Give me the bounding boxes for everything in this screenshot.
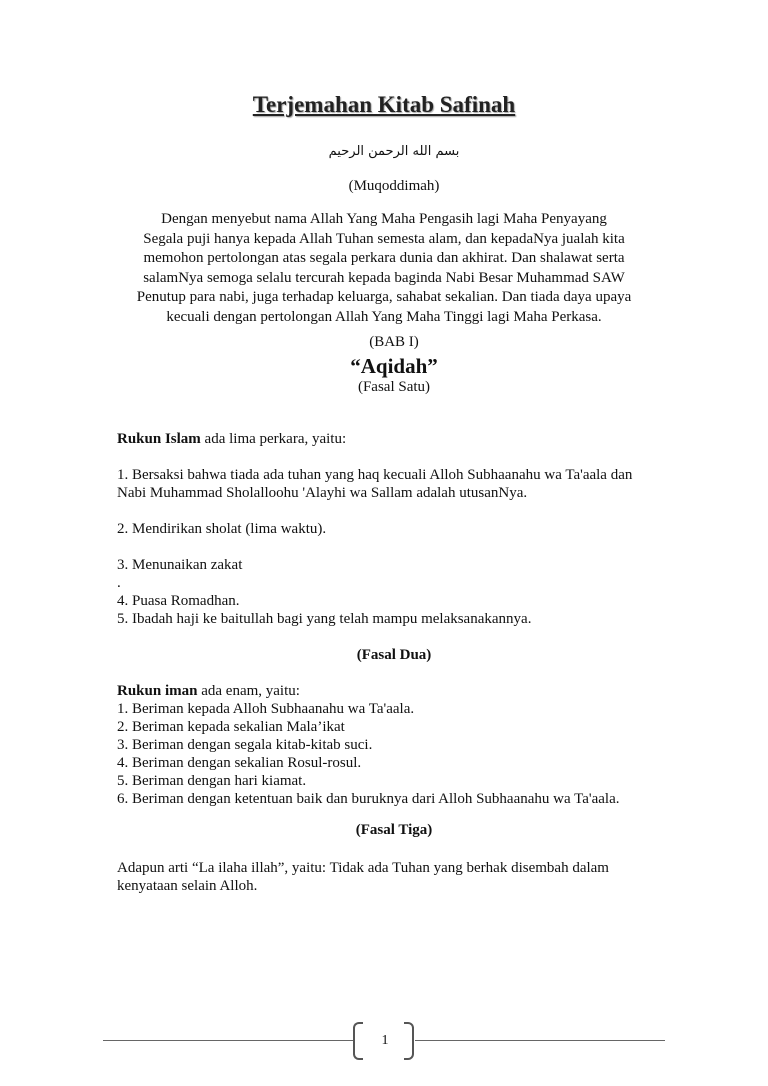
rukun-islam-item-2 — [117, 520, 677, 538]
intro-line: kecuali dengan pertolongan Allah Yang Maha Tinggi lagi Maha Perkasa. — [166, 308, 602, 325]
page-number: 1 — [381, 1033, 389, 1048]
fasal-tiga-heading: (Fasal Tiga) — [355, 822, 433, 838]
closing-paragraph — [117, 859, 677, 895]
list-item: 2. Mendirikan sholat (lima waktu). — [117, 521, 327, 537]
list-item: Nabi Muhammad Sholalloohu 'Alayhi wa Sallam adalah utusanNya. — [117, 485, 528, 501]
intro-paragraph — [100, 210, 668, 327]
list-item: 4. Puasa Romadhan. — [117, 593, 240, 609]
list-item: 5. Beriman dengan hari kiamat. — [117, 773, 307, 789]
stray-dot: . — [117, 575, 121, 591]
fasal-dua-heading: (Fasal Dua) — [356, 647, 432, 663]
list-item: 3. Beriman dengan segala kitab-kitab suci. — [117, 737, 373, 753]
aqidah-heading: “Aqidah” — [350, 354, 438, 378]
rukun-iman-label: Rukun iman — [117, 683, 198, 699]
rukun-islam-label: Rukun Islam — [117, 431, 201, 447]
basmala-text: بسم الله الرحمن الرحيم — [328, 144, 460, 159]
closing-line: Adapun arti “La ilaha illah”, yaitu: Tidak ada Tuhan yang berhak disembah dalam — [117, 860, 609, 876]
rukun-islam-heading-rest: ada lima perkara, yaitu: — [200, 431, 347, 447]
rukun-iman-section — [117, 682, 677, 808]
rukun-islam-items-rest — [117, 556, 677, 628]
footer-rule-right — [415, 1040, 665, 1041]
list-item: 1. Beriman kepada Alloh Subhaanahu wa Ta'aala. — [117, 701, 415, 717]
list-item: 4. Beriman dengan sekalian Rosul-rosul. — [117, 755, 362, 771]
page-number-bracket-left — [353, 1022, 363, 1060]
intro-line: salamNya semoga selalu tercurah kepada baginda Nabi Besar Muhammad SAW — [143, 269, 625, 286]
rukun-islam-heading — [117, 430, 677, 448]
rukun-islam-section — [117, 430, 677, 448]
fasal-satu-heading: (Fasal Satu) — [357, 379, 431, 395]
intro-line: memohon pertolongan atas segala perkara dunia dan akhirat. Dan shalawat serta — [143, 250, 625, 266]
intro-line: Segala puji hanya kepada Allah Tuhan semesta alam, dan kepadaNya jualah kita — [143, 230, 625, 247]
list-item: 3. Menunaikan zakat — [117, 557, 243, 573]
closing-line: kenyataan selain Alloh. — [117, 878, 258, 894]
list-item: 1. Bersaksi bahwa tiada ada tuhan yang haq kecuali Alloh Subhaanahu wa Ta'aala dan — [117, 467, 633, 483]
page-number-bracket-right — [404, 1022, 414, 1060]
muqoddimah-heading: (Muqoddimah) — [348, 178, 440, 194]
list-item: 6. Beriman dengan ketentuan baik dan buruknya dari Alloh Subhaanahu wa Ta'aala. — [117, 791, 620, 807]
rukun-iman-heading — [117, 682, 677, 700]
intro-line: Penutup para nabi, juga terhadap keluarga, sahabat sekalian. Dan tiada daya upaya — [136, 289, 632, 305]
list-item: 2. Beriman kepada sekalian Mala’ikat — [117, 719, 345, 735]
list-item: 5. Ibadah haji ke baitullah bagi yang telah mampu melaksanakannya. — [117, 611, 532, 627]
intro-line: Dengan menyebut nama Allah Yang Maha Pengasih lagi Maha Penyayang — [161, 211, 607, 227]
footer-rule-left — [103, 1040, 353, 1041]
document-title: Terjemahan Kitab Safinah — [252, 92, 516, 117]
rukun-islam-item-1 — [117, 466, 677, 502]
rukun-iman-heading-rest: ada enam, yaitu: — [197, 683, 300, 699]
bab-heading: (BAB I) — [369, 334, 419, 350]
